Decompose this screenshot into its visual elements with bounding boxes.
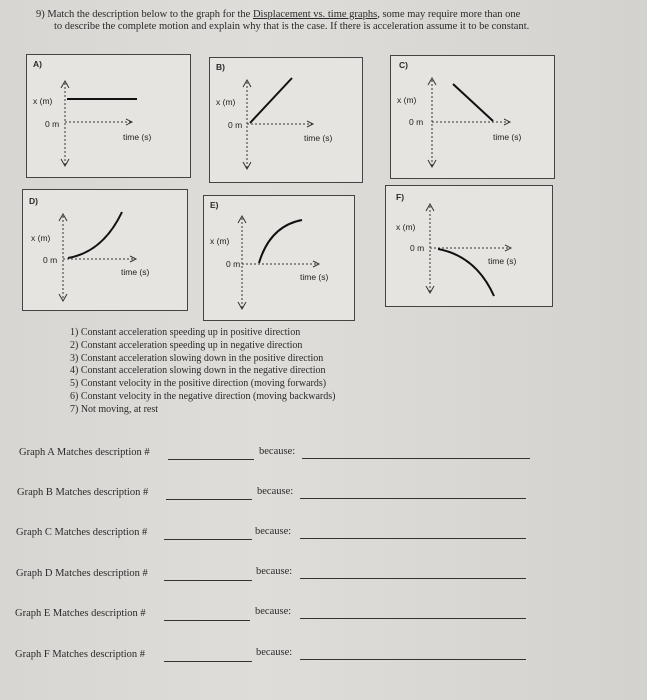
because-blank-c[interactable]	[300, 538, 526, 539]
x-axis-label: time (s)	[493, 132, 522, 142]
panel-label: A)	[33, 59, 42, 69]
graph-a	[27, 55, 190, 177]
because-label-c: because:	[255, 526, 292, 537]
description-item: 3) Constant acceleration slowing down in the positive direction	[70, 352, 324, 364]
origin-label: 0 m	[410, 243, 425, 253]
graph-b	[210, 58, 362, 182]
question-prompt	[36, 9, 626, 33]
graph-e	[204, 196, 354, 320]
y-axis-label: x (m)	[33, 96, 53, 106]
answer-label-c: Graph C Matches description #	[16, 527, 148, 538]
question-underlined: Displacement vs. time graphs	[252, 9, 378, 20]
question-text-b: , some may require more than one	[377, 9, 521, 20]
x-axis-label: time (s)	[304, 133, 333, 143]
x-axis-label: time (s)	[121, 267, 150, 277]
graph-panel-d	[22, 189, 188, 311]
y-axis-label: x (m)	[397, 95, 417, 105]
because-label-a: because:	[259, 446, 296, 457]
description-item: 2) Constant acceleration speeding up in negative direction	[70, 339, 303, 351]
answer-label-d: Graph D Matches description #	[16, 568, 148, 579]
y-axis-label: x (m)	[31, 233, 51, 243]
answer-blank-f[interactable]	[164, 661, 252, 662]
origin-label: 0 m	[409, 117, 424, 127]
because-blank-e[interactable]	[300, 618, 526, 619]
graph-c	[391, 56, 554, 178]
graph-d	[23, 190, 187, 310]
y-axis-label: x (m)	[216, 97, 236, 107]
y-axis-label: x (m)	[396, 222, 416, 232]
origin-label: 0 m	[45, 119, 60, 129]
answer-label-f: Graph F Matches description #	[15, 649, 146, 660]
because-label-d: because:	[256, 566, 293, 577]
description-item: 5) Constant velocity in the positive direction (moving forwards)	[70, 378, 327, 390]
graph-panel-a	[26, 54, 191, 178]
plot-line	[250, 78, 292, 123]
x-axis-label: time (s)	[123, 132, 152, 142]
description-list	[70, 327, 335, 417]
answer-label-a: Graph A Matches description #	[19, 447, 150, 458]
description-item: 7) Not moving, at rest	[70, 403, 159, 415]
graph-panel-b	[209, 57, 363, 183]
graph-panel-e	[203, 195, 355, 321]
panel-label: E)	[210, 200, 219, 210]
question-number: 9)	[36, 9, 45, 20]
because-blank-d[interactable]	[300, 578, 526, 579]
answer-blank-e[interactable]	[164, 620, 250, 621]
plot-line	[453, 84, 493, 121]
because-blank-f[interactable]	[300, 659, 526, 660]
y-axis-label: x (m)	[210, 236, 230, 246]
because-blank-b[interactable]	[300, 498, 526, 499]
panel-label: D)	[29, 196, 38, 206]
graph-f	[386, 186, 552, 306]
answer-blank-a[interactable]	[168, 459, 254, 460]
answer-blank-b[interactable]	[166, 499, 252, 500]
origin-label: 0 m	[43, 255, 58, 265]
x-axis-label: time (s)	[488, 256, 517, 266]
answer-label-e: Graph E Matches description #	[15, 608, 146, 619]
panel-label: C)	[399, 60, 408, 70]
answer-blank-c[interactable]	[164, 539, 252, 540]
plot-curve	[438, 249, 494, 296]
graph-panel-c	[390, 55, 555, 179]
answer-blank-d[interactable]	[164, 580, 252, 581]
answer-label-b: Graph B Matches description #	[17, 487, 149, 498]
question-line2: to describe the complete motion and explain why that is the case. If there is acceleration assume it to be constant.	[54, 21, 530, 32]
graph-panel-f	[385, 185, 553, 307]
because-label-f: because:	[256, 647, 293, 658]
because-label-b: because:	[257, 486, 294, 497]
because-blank-a[interactable]	[302, 458, 530, 459]
origin-label: 0 m	[228, 120, 243, 130]
panel-label: F)	[396, 192, 405, 202]
origin-label: 0 m	[226, 259, 241, 269]
plot-curve	[259, 220, 302, 263]
panel-label: B)	[216, 62, 225, 72]
description-item: 6) Constant velocity in the negative direction (moving backwards)	[70, 390, 336, 402]
because-label-e: because:	[255, 606, 292, 617]
x-axis-label: time (s)	[300, 272, 329, 282]
plot-curve	[68, 212, 122, 258]
question-text-a: Match the description below to the graph for the	[47, 9, 253, 20]
description-item: 1) Constant acceleration speeding up in positive direction	[70, 327, 301, 338]
description-item: 4) Constant acceleration slowing down in the negative direction	[70, 365, 326, 377]
